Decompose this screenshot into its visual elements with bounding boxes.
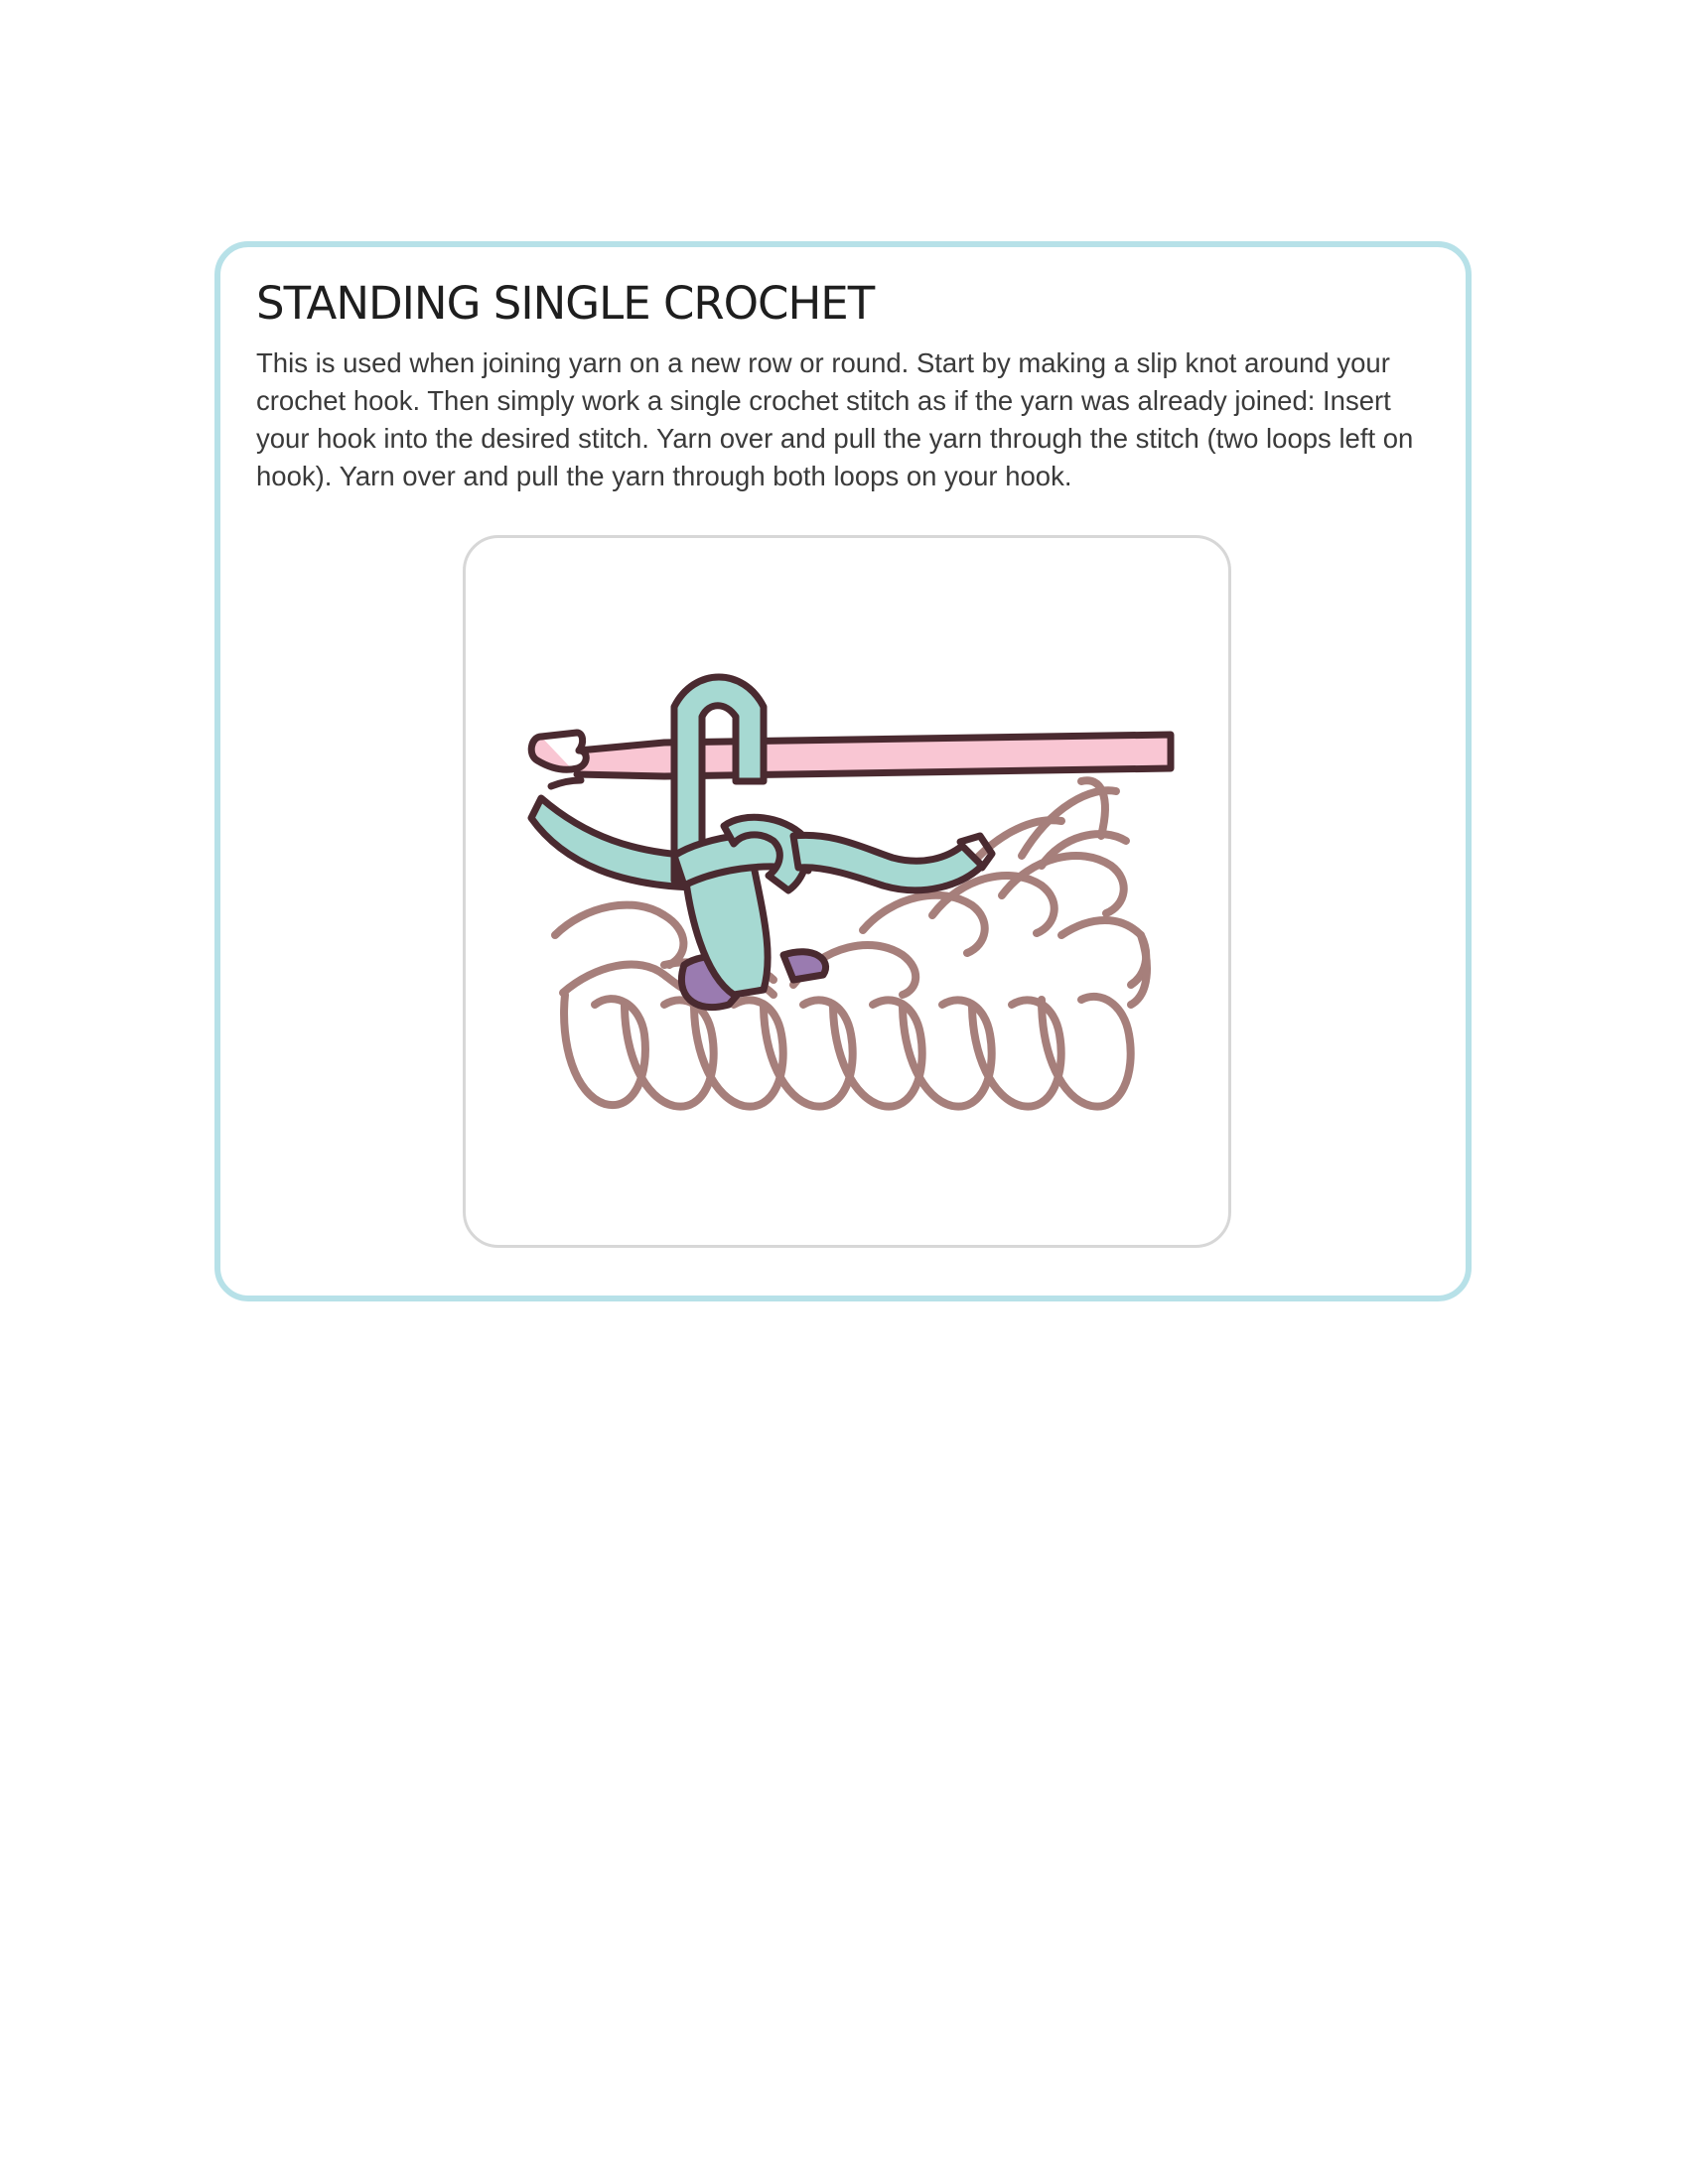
crochet-hook-stitch-illustration <box>466 538 1228 1245</box>
crochet-hook <box>531 733 1171 786</box>
tutorial-card <box>214 241 1472 1301</box>
card-title: STANDING SINGLE CROCHET <box>256 277 875 330</box>
existing-stitches <box>555 780 1147 1106</box>
illustration-frame <box>463 535 1231 1248</box>
new-yarn <box>531 677 992 995</box>
card-description: This is used when joining yarn on a new row or round. Start by making a slip knot around your crochet hook. Then simply work a single crochet stitch as if the yarn was already joined: Insert your hook into the desired stitch. Yarn over and pull the yarn through the stitch (two loops left on hook). Yarn over and pull the yarn through both loops on your hook. <box>256 347 1414 491</box>
